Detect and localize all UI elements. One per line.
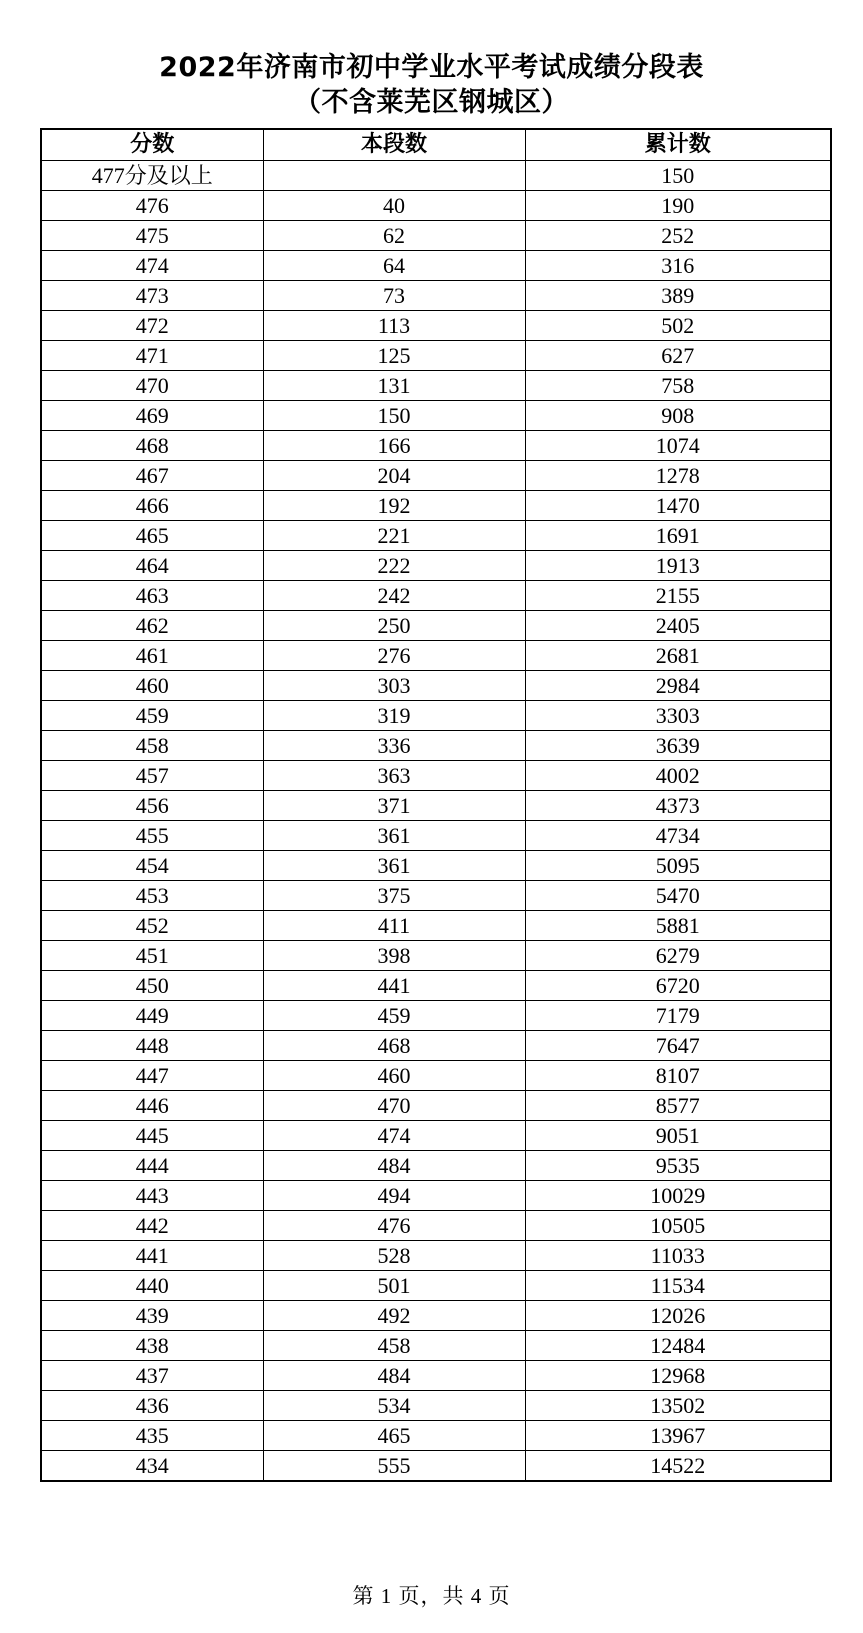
cell-segment-count: 534 <box>263 1391 525 1421</box>
cell-cumulative-count: 4734 <box>525 821 831 851</box>
cell-score: 466 <box>41 491 263 521</box>
table-row <box>41 1151 831 1181</box>
table-row <box>41 881 831 911</box>
cell-segment-count: 375 <box>263 881 525 911</box>
cell-score: 442 <box>41 1211 263 1241</box>
cell-score: 472 <box>41 311 263 341</box>
table-body <box>41 161 831 1482</box>
cell-segment-count: 73 <box>263 281 525 311</box>
cell-cumulative-count: 316 <box>525 251 831 281</box>
table-row <box>41 941 831 971</box>
cell-score: 454 <box>41 851 263 881</box>
cell-cumulative-count: 627 <box>525 341 831 371</box>
score-distribution-table <box>40 128 832 1482</box>
cell-segment-count: 319 <box>263 701 525 731</box>
cell-score: 462 <box>41 611 263 641</box>
cell-score: 452 <box>41 911 263 941</box>
table-row <box>41 311 831 341</box>
cell-segment-count: 468 <box>263 1031 525 1061</box>
cell-score: 455 <box>41 821 263 851</box>
cell-cumulative-count: 908 <box>525 401 831 431</box>
cell-cumulative-count: 4002 <box>525 761 831 791</box>
cell-cumulative-count: 3303 <box>525 701 831 731</box>
cell-segment-count: 125 <box>263 341 525 371</box>
cell-score: 443 <box>41 1181 263 1211</box>
cell-segment-count: 459 <box>263 1001 525 1031</box>
table-row <box>41 611 831 641</box>
cell-score: 447 <box>41 1061 263 1091</box>
table-row <box>41 1301 831 1331</box>
cell-segment-count: 221 <box>263 521 525 551</box>
cell-cumulative-count: 9051 <box>525 1121 831 1151</box>
cell-segment-count: 411 <box>263 911 525 941</box>
cell-segment-count: 501 <box>263 1271 525 1301</box>
cell-segment-count <box>263 161 525 191</box>
cell-score: 446 <box>41 1091 263 1121</box>
cell-score: 463 <box>41 581 263 611</box>
cell-score: 469 <box>41 401 263 431</box>
cell-cumulative-count: 5881 <box>525 911 831 941</box>
cell-cumulative-count: 2681 <box>525 641 831 671</box>
table-row <box>41 1181 831 1211</box>
cell-cumulative-count: 5095 <box>525 851 831 881</box>
cell-segment-count: 484 <box>263 1151 525 1181</box>
table-row <box>41 851 831 881</box>
table-row <box>41 371 831 401</box>
cell-segment-count: 192 <box>263 491 525 521</box>
table-row <box>41 1091 831 1121</box>
cell-cumulative-count: 5470 <box>525 881 831 911</box>
cell-cumulative-count: 389 <box>525 281 831 311</box>
table-row <box>41 251 831 281</box>
table-row <box>41 1271 831 1301</box>
table-row <box>41 1391 831 1421</box>
cell-score: 437 <box>41 1361 263 1391</box>
table-row <box>41 401 831 431</box>
table-row <box>41 1241 831 1271</box>
cell-cumulative-count: 190 <box>525 191 831 221</box>
cell-score: 468 <box>41 431 263 461</box>
cell-score: 460 <box>41 671 263 701</box>
cell-cumulative-count: 13967 <box>525 1421 831 1451</box>
table-row <box>41 641 831 671</box>
table-row <box>41 1121 831 1151</box>
table-row <box>41 911 831 941</box>
cell-segment-count: 476 <box>263 1211 525 1241</box>
cell-segment-count: 204 <box>263 461 525 491</box>
table-row <box>41 761 831 791</box>
cell-cumulative-count: 11534 <box>525 1271 831 1301</box>
table-row <box>41 1451 831 1482</box>
table-row <box>41 341 831 371</box>
cell-segment-count: 371 <box>263 791 525 821</box>
table-row <box>41 1031 831 1061</box>
cell-segment-count: 303 <box>263 671 525 701</box>
cell-segment-count: 470 <box>263 1091 525 1121</box>
cell-score: 441 <box>41 1241 263 1271</box>
cell-cumulative-count: 10505 <box>525 1211 831 1241</box>
cell-cumulative-count: 14522 <box>525 1451 831 1482</box>
document-title: 2022年济南市初中学业水平考试成绩分段表 <box>159 52 704 83</box>
cell-score: 458 <box>41 731 263 761</box>
cell-segment-count: 361 <box>263 821 525 851</box>
cell-score: 435 <box>41 1421 263 1451</box>
table-row <box>41 971 831 1001</box>
table-header-row <box>41 129 831 161</box>
cell-score: 471 <box>41 341 263 371</box>
table-row <box>41 701 831 731</box>
cell-cumulative-count: 2155 <box>525 581 831 611</box>
cell-segment-count: 113 <box>263 311 525 341</box>
cell-cumulative-count: 1691 <box>525 521 831 551</box>
page-footer: 第 1 页，共 4 页 <box>352 1584 511 1608</box>
cell-cumulative-count: 12484 <box>525 1331 831 1361</box>
cell-segment-count: 492 <box>263 1301 525 1331</box>
cell-score: 436 <box>41 1391 263 1421</box>
cell-score: 448 <box>41 1031 263 1061</box>
cell-score: 456 <box>41 791 263 821</box>
cell-cumulative-count: 6279 <box>525 941 831 971</box>
cell-cumulative-count: 150 <box>525 161 831 191</box>
cell-score: 451 <box>41 941 263 971</box>
cell-cumulative-count: 502 <box>525 311 831 341</box>
cell-score: 473 <box>41 281 263 311</box>
cell-segment-count: 465 <box>263 1421 525 1451</box>
cell-score: 467 <box>41 461 263 491</box>
cell-cumulative-count: 8107 <box>525 1061 831 1091</box>
cell-cumulative-count: 252 <box>525 221 831 251</box>
cell-cumulative-count: 9535 <box>525 1151 831 1181</box>
cell-cumulative-count: 6720 <box>525 971 831 1001</box>
table-row <box>41 221 831 251</box>
cell-score: 440 <box>41 1271 263 1301</box>
cell-segment-count: 441 <box>263 971 525 1001</box>
table-row <box>41 491 831 521</box>
cell-segment-count: 276 <box>263 641 525 671</box>
table-row <box>41 161 831 191</box>
cell-segment-count: 528 <box>263 1241 525 1271</box>
table-row <box>41 791 831 821</box>
table-row <box>41 551 831 581</box>
cell-segment-count: 555 <box>263 1451 525 1482</box>
cell-segment-count: 40 <box>263 191 525 221</box>
cell-cumulative-count: 3639 <box>525 731 831 761</box>
cell-segment-count: 250 <box>263 611 525 641</box>
cell-segment-count: 64 <box>263 251 525 281</box>
cell-score: 477分及以上 <box>41 161 263 191</box>
cell-score: 445 <box>41 1121 263 1151</box>
cell-segment-count: 222 <box>263 551 525 581</box>
cell-score: 450 <box>41 971 263 1001</box>
cell-segment-count: 242 <box>263 581 525 611</box>
cell-cumulative-count: 11033 <box>525 1241 831 1271</box>
table-row <box>41 1421 831 1451</box>
cell-score: 464 <box>41 551 263 581</box>
cell-segment-count: 363 <box>263 761 525 791</box>
table-row <box>41 281 831 311</box>
header-cumulative-count: 累计数 <box>525 129 831 161</box>
table-row <box>41 731 831 761</box>
cell-score: 476 <box>41 191 263 221</box>
table-row <box>41 671 831 701</box>
cell-cumulative-count: 7179 <box>525 1001 831 1031</box>
cell-segment-count: 398 <box>263 941 525 971</box>
cell-cumulative-count: 758 <box>525 371 831 401</box>
cell-segment-count: 336 <box>263 731 525 761</box>
cell-segment-count: 166 <box>263 431 525 461</box>
table-row <box>41 581 831 611</box>
cell-cumulative-count: 2984 <box>525 671 831 701</box>
cell-score: 444 <box>41 1151 263 1181</box>
cell-cumulative-count: 2405 <box>525 611 831 641</box>
table-row <box>41 1331 831 1361</box>
cell-cumulative-count: 7647 <box>525 1031 831 1061</box>
cell-cumulative-count: 1278 <box>525 461 831 491</box>
table-row <box>41 191 831 221</box>
header-score: 分数 <box>41 129 263 161</box>
table-row <box>41 431 831 461</box>
cell-score: 474 <box>41 251 263 281</box>
table-row <box>41 1361 831 1391</box>
cell-segment-count: 484 <box>263 1361 525 1391</box>
cell-score: 475 <box>41 221 263 251</box>
cell-cumulative-count: 4373 <box>525 791 831 821</box>
cell-cumulative-count: 13502 <box>525 1391 831 1421</box>
cell-segment-count: 494 <box>263 1181 525 1211</box>
cell-segment-count: 460 <box>263 1061 525 1091</box>
cell-score: 453 <box>41 881 263 911</box>
cell-score: 449 <box>41 1001 263 1031</box>
cell-cumulative-count: 10029 <box>525 1181 831 1211</box>
cell-cumulative-count: 12968 <box>525 1361 831 1391</box>
table-row <box>41 1061 831 1091</box>
table-row <box>41 521 831 551</box>
cell-score: 461 <box>41 641 263 671</box>
table-row <box>41 1211 831 1241</box>
cell-segment-count: 131 <box>263 371 525 401</box>
cell-segment-count: 474 <box>263 1121 525 1151</box>
cell-score: 434 <box>41 1451 263 1482</box>
cell-score: 438 <box>41 1331 263 1361</box>
document-subtitle: （不含莱芜区钢城区） <box>294 87 569 118</box>
cell-segment-count: 62 <box>263 221 525 251</box>
cell-score: 459 <box>41 701 263 731</box>
header-segment-count: 本段数 <box>263 129 525 161</box>
table-row <box>41 1001 831 1031</box>
cell-segment-count: 150 <box>263 401 525 431</box>
cell-score: 457 <box>41 761 263 791</box>
table-row <box>41 461 831 491</box>
cell-cumulative-count: 1074 <box>525 431 831 461</box>
cell-cumulative-count: 1913 <box>525 551 831 581</box>
cell-cumulative-count: 1470 <box>525 491 831 521</box>
cell-cumulative-count: 8577 <box>525 1091 831 1121</box>
cell-segment-count: 361 <box>263 851 525 881</box>
cell-segment-count: 458 <box>263 1331 525 1361</box>
cell-cumulative-count: 12026 <box>525 1301 831 1331</box>
cell-score: 439 <box>41 1301 263 1331</box>
cell-score: 470 <box>41 371 263 401</box>
table-row <box>41 821 831 851</box>
cell-score: 465 <box>41 521 263 551</box>
